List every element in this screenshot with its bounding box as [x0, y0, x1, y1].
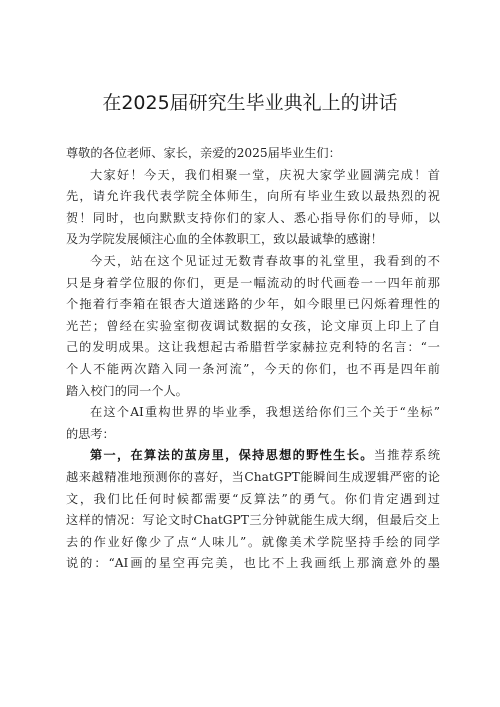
paragraph-line: 只是身着学位服的你们，更是一幅流动的时代画卷一一四年前那	[66, 275, 440, 290]
paragraph-text: 当推荐系统	[373, 448, 440, 463]
paragraph-line	[66, 445, 440, 467]
paragraph-line: 先，请允许我代表学院全体师生，向所有毕业生致以最热烈的祝	[66, 189, 440, 204]
paragraph-line: 大家好！今天，我们相聚一堂，庆祝大家学业圆满完成！首	[90, 167, 440, 182]
paragraph-line: 去的作业好像少了点“人味儿”。就像美术学院坚持手绘的同学	[66, 534, 440, 549]
speech-body	[66, 143, 440, 575]
paragraph-line: 越来越精准地预测你的喜好，当ChatGPT能瞬间生成逻辑严密的论	[66, 469, 440, 484]
paragraph-line: 个人不能两次踏入同一条河流”，今天的你们，也不再是四年前	[66, 361, 440, 376]
speech-title: 在2025届研究生毕业典礼上的讲话	[102, 92, 398, 114]
paragraph-line: 说的：“AI画的星空再完美，也比不上我画纸上那滴意外的墨	[66, 556, 440, 571]
paragraph-line: 踏入校门的同一个人。	[66, 383, 188, 398]
paragraph-line: 光芒；曾经在实验室彻夜调试数据的女孩，论文扉页上印上了自	[66, 318, 440, 333]
paragraph-line: 这样的情况：写论文时ChatGPT三分钟就能生成大纲，但最后交上	[66, 513, 440, 528]
section-heading: 第一，在算法的茧房里，保持思想的野性生长。	[90, 448, 374, 463]
paragraph-line: 及为学院发展倾注心血的全体教职工，致以最诚挚的感谢！	[66, 232, 383, 247]
paragraph-line: 今天，站在这个见证过无数青春故事的礼堂里，我看到的不	[90, 253, 440, 268]
salutation-line: 尊敬的各位老师、家长，亲爱的2025届毕业生们：	[66, 146, 341, 160]
paragraph-line: 的思考：	[66, 426, 115, 441]
paragraph-line: 文，我们比任何时候都需要“反算法”的勇气。你们肯定遇到过	[66, 491, 440, 506]
paragraph-line: 己的发明成果。这让我想起古希腊哲学家赫拉克利特的名言：“一	[66, 340, 440, 355]
paragraph-line: 在这个AI重构世界的毕业季，我想送给你们三个关于“坐标”	[90, 405, 440, 420]
paragraph-line: 贺！同时，也向默默支持你们的家人、悉心指导你们的导师，以	[66, 210, 440, 225]
paragraph-line: 个拖着行李箱在银杏大道迷路的少年，如今眼里已闪烁着理性的	[66, 297, 440, 312]
